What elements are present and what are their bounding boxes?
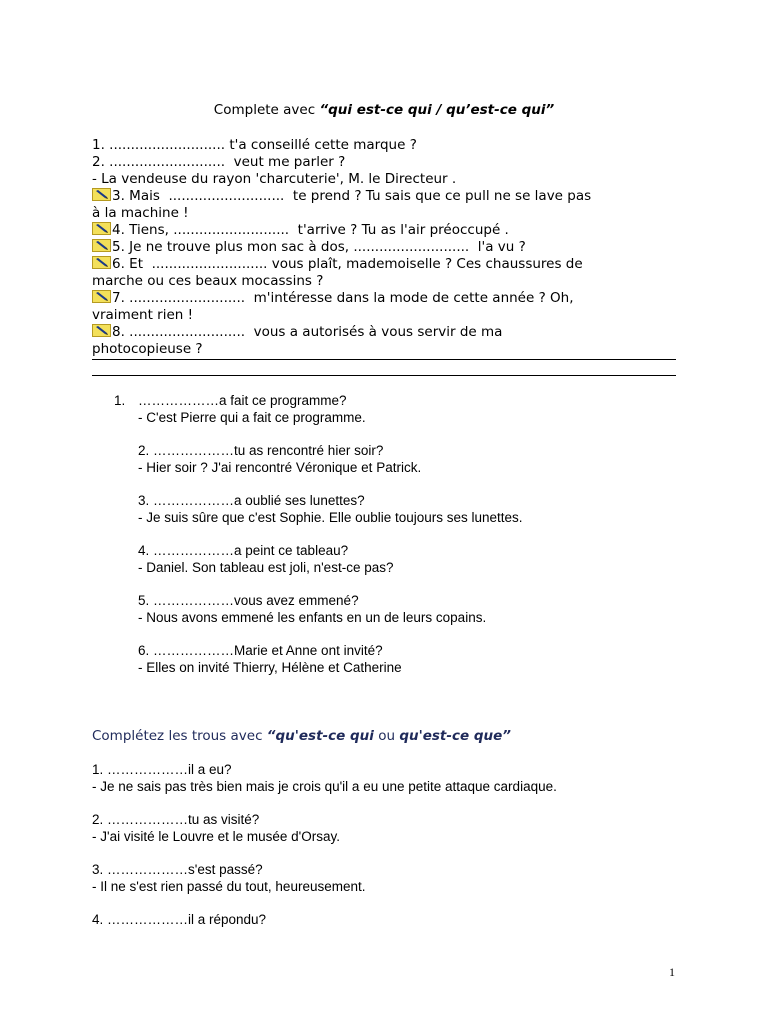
section1-line-text: marche ou ces beaux mocassins ?: [92, 273, 324, 289]
pencil-icon: [92, 188, 111, 201]
section1-line-text: 7. ........................... m'intéresse dans la mode de cette année ? Oh,: [112, 290, 574, 306]
section2-item: [138, 443, 421, 476]
section1-line-text: 2. ........................... veut me parler ?: [92, 154, 346, 170]
section1-line: [92, 239, 682, 256]
section3-question: 3. ………………s'est passé?: [92, 862, 263, 877]
section1-line-text: 4. Tiens, ........................... t'arrive ? Tu as l'air préoccupé .: [112, 222, 509, 238]
section3-answer: - Je ne sais pas très bien mais je crois qu'il a eu une petite attaque cardiaque.: [92, 778, 557, 794]
section2-question: 3. ………………a oublié ses lunettes?: [138, 493, 365, 508]
section3-title: [92, 727, 511, 745]
section3-item: [92, 862, 365, 895]
section2-item: [138, 643, 402, 676]
section1-line: [92, 324, 682, 341]
section3-item: [92, 812, 340, 845]
section3-title-middle: ou: [373, 728, 400, 744]
pencil-icon: [92, 256, 111, 269]
section1-line-text: photocopieuse ?: [92, 341, 203, 357]
section1-line: [92, 341, 682, 358]
section3-answer: - Il ne s'est rien passé du tout, heureusement.: [92, 878, 366, 894]
section1-line-text: 3. Mais ........................... te prend ? Tu sais que ce pull ne se lave pas: [112, 188, 592, 204]
section1-exercise-list: [92, 137, 682, 358]
divider-line: [92, 375, 676, 376]
section2-question: 6. ………………Marie et Anne ont invité?: [138, 643, 383, 658]
section3-answer: - J'ai visité le Louvre et le musée d'Orsay.: [92, 828, 341, 844]
section1-line: [92, 205, 682, 222]
pencil-icon: [92, 239, 111, 252]
section1-line: [92, 137, 682, 154]
section1-title-prefix: Complete avec: [213, 102, 320, 118]
section2-question: 2. ………………tu as rencontré hier soir?: [138, 443, 384, 458]
section2-answer: - Elles on invité Thierry, Hélène et Catherine: [138, 659, 402, 675]
section2-item: [138, 493, 523, 526]
section1-line-text: 5. Je ne trouve plus mon sac à dos, ........................... l'a vu ?: [112, 239, 526, 255]
section1-line-text: 1. ........................... t'a conseillé cette marque ?: [92, 137, 417, 153]
section3-item: [92, 762, 557, 795]
section2-item: [138, 593, 486, 626]
section1-line: [92, 307, 682, 324]
section3-title-prefix: Complétez les trous avec: [92, 728, 267, 744]
section1-line-text: vraiment rien !: [92, 307, 194, 323]
divider-line: [92, 359, 676, 360]
section1-line-text: - La vendeuse du rayon 'charcuterie', M. le Directeur .: [92, 171, 457, 187]
section3-title-emphasis-2: qu'est-ce que”: [399, 728, 511, 744]
section2-answer: - C'est Pierre qui a fait ce programme.: [138, 409, 366, 425]
section2-answer: - Hier soir ? J'ai rencontré Véronique et Patrick.: [138, 459, 422, 475]
section2-answer: - Nous avons emmené les enfants en un de leurs copains.: [138, 609, 487, 625]
section3-question: 4. ………………il a répondu?: [92, 912, 267, 927]
section3-question: 1. ………………il a eu?: [92, 762, 232, 777]
section2-question: 4. ………………a peint ce tableau?: [138, 543, 349, 558]
section1-title: [0, 101, 768, 119]
section3-title-emphasis-1: “qu'est-ce qui: [266, 728, 374, 744]
page-number: 1: [669, 965, 675, 979]
section2-question: 5. ………………vous avez emmené?: [138, 593, 359, 608]
section1-line: [92, 290, 682, 307]
section1-line-text: 6. Et ........................... vous plaît, mademoiselle ? Ces chaussures de: [112, 256, 583, 272]
section3-item: [92, 912, 266, 929]
section2-question-text: ………………a fait ce programme?: [138, 393, 347, 408]
section1-line: [92, 273, 682, 290]
section3-question: 2. ………………tu as visité?: [92, 812, 260, 827]
section1-line: [92, 154, 682, 171]
section1-title-emphasis: “qui est-ce qui / qu’est-ce qui”: [319, 102, 555, 118]
section2-item: [138, 543, 393, 576]
section1-line: [92, 256, 682, 273]
section2-answer: - Je suis sûre que c'est Sophie. Elle oublie toujours ses lunettes.: [138, 509, 523, 525]
section1-line: [92, 171, 682, 188]
section1-line: [92, 188, 682, 205]
pencil-icon: [92, 290, 111, 303]
section2-answer: - Daniel. Son tableau est joli, n'est-ce pas?: [138, 559, 394, 575]
section2-item-number: 1.: [114, 393, 126, 408]
section1-line: [92, 222, 682, 239]
pencil-icon: [92, 324, 111, 337]
section1-line-text: 8. ........................... vous a autorisés à vous servir de ma: [112, 324, 503, 340]
section2-item: [114, 393, 366, 426]
section1-line-text: à la machine !: [92, 205, 189, 221]
section2-question: [114, 393, 366, 410]
pencil-icon: [92, 222, 111, 235]
